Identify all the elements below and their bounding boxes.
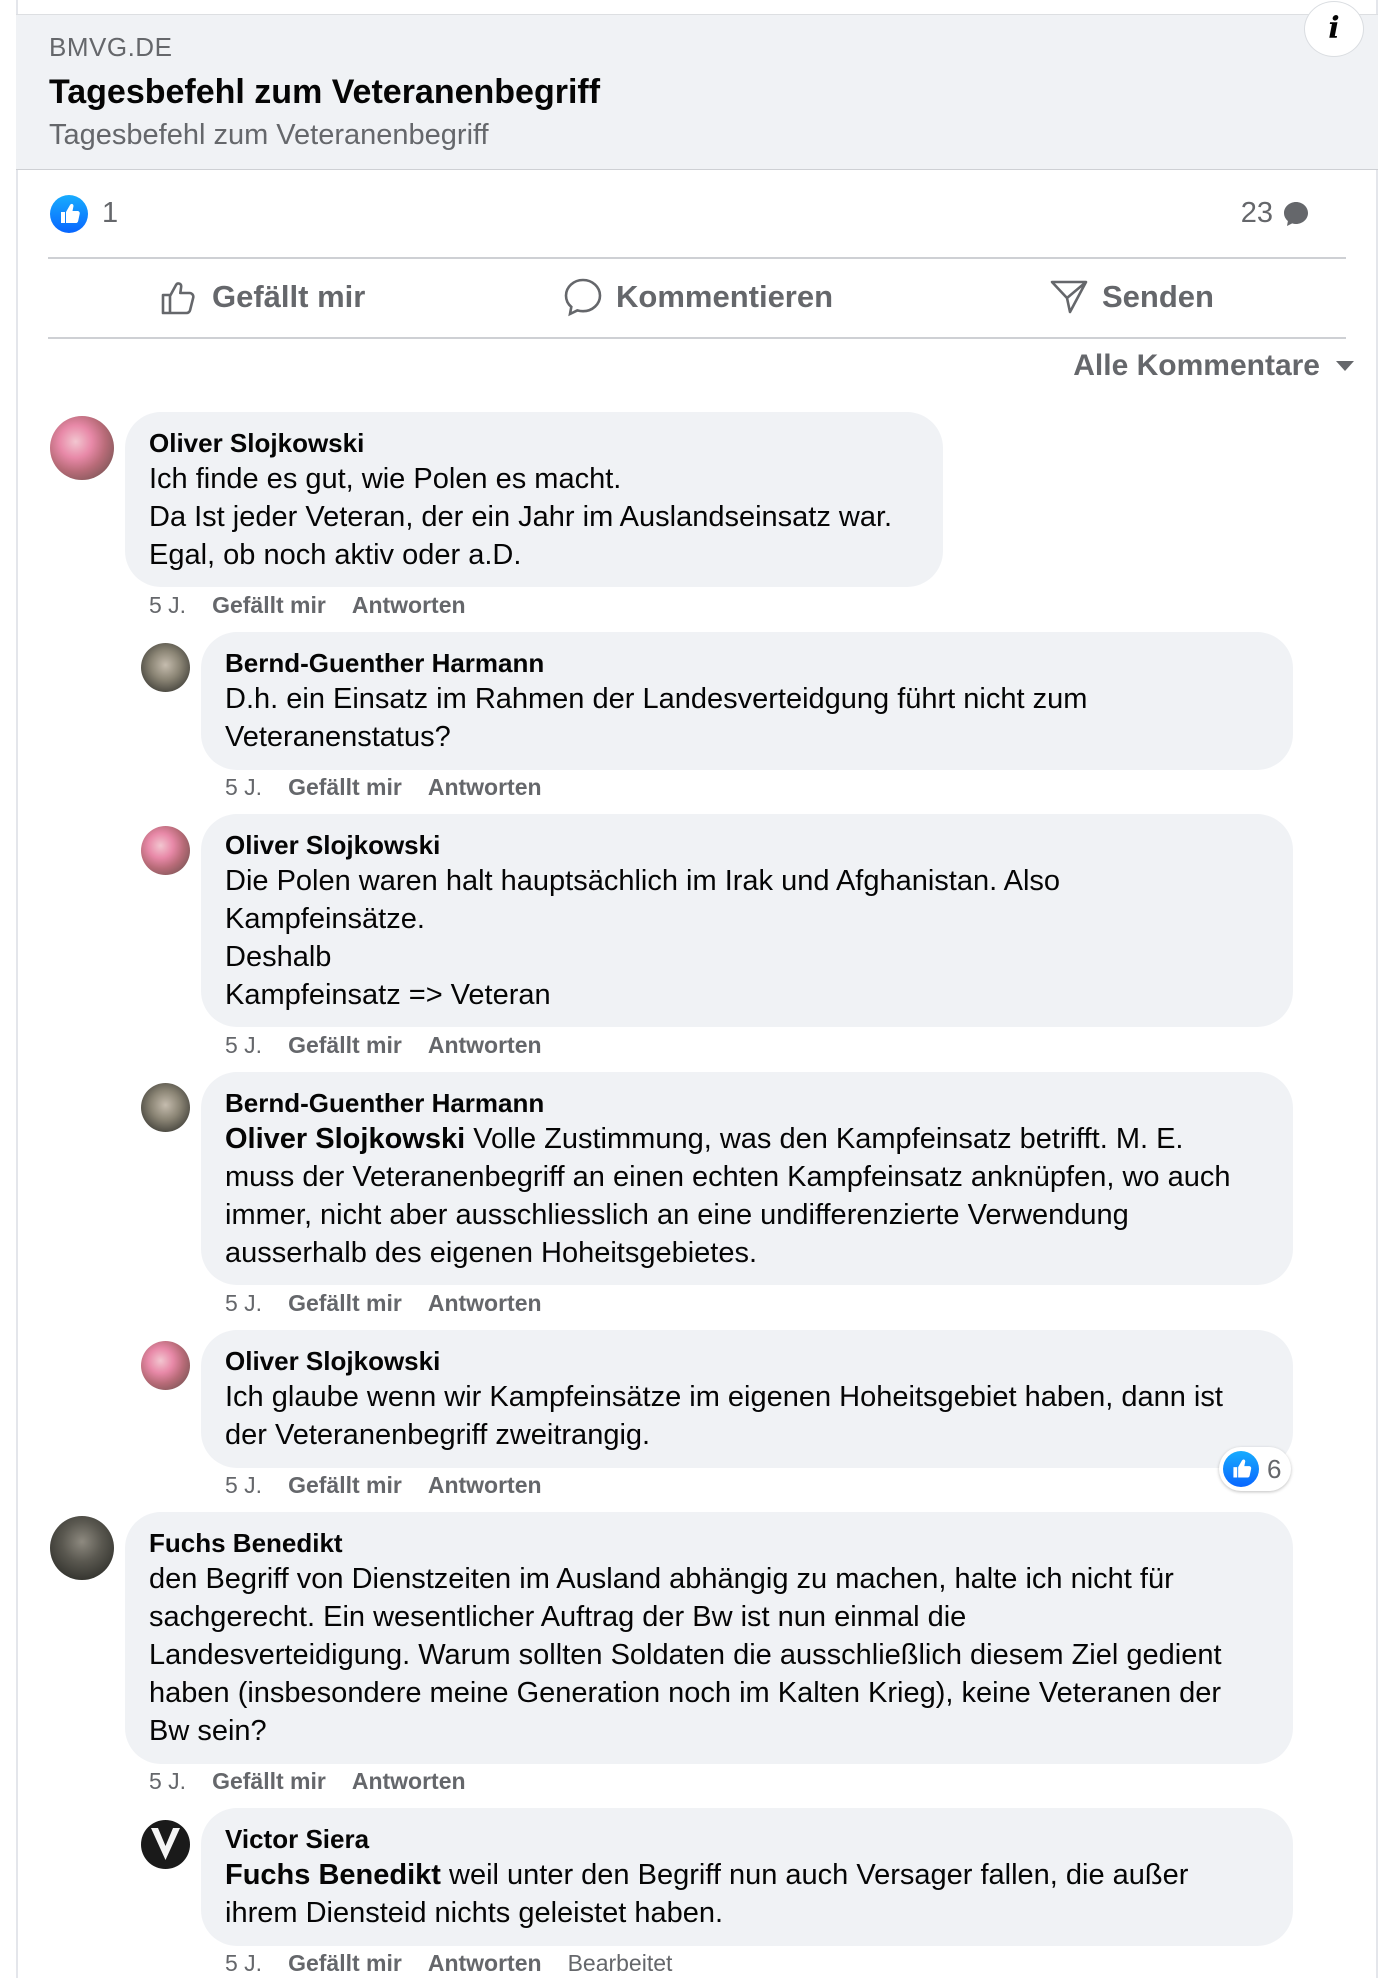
card-border-left (16, 0, 18, 1978)
avatar[interactable] (141, 643, 190, 692)
comment-meta (149, 1768, 466, 1795)
comment-count[interactable]: 23 (1241, 197, 1311, 230)
comment-meta (225, 774, 542, 801)
mention-link[interactable]: Oliver Slojkowski (225, 1123, 466, 1155)
comment-text: Oliver Slojkowski Volle Zustimmung, was den Kampfeinsatz betrifft. M. E. muss der Veteranenbegriff an einen echten Kampfeinsatz anknüpfen, wo auch immer, nicht aber ausschliesslich an eine undifferenzierte Verwendung ausserhalb des eigenen Hoheitsgebietes. (225, 1123, 1231, 1269)
comment-meta (225, 1290, 542, 1317)
comment-like-button[interactable]: Gefällt mir (288, 1472, 402, 1498)
comment-time[interactable]: 5 J. (149, 1768, 187, 1794)
like-button[interactable]: Gefällt mir (158, 272, 365, 322)
avatar[interactable] (50, 416, 114, 480)
comment-bubble (201, 632, 1293, 770)
comment-like-button[interactable]: Gefällt mir (288, 1290, 402, 1316)
comment-bubble (201, 1808, 1293, 1946)
comment-time[interactable]: 5 J. (149, 592, 187, 618)
comment-bubble (201, 814, 1293, 1027)
comment-reaction-count[interactable]: 6 (1219, 1447, 1291, 1491)
send-button[interactable]: Senden (1048, 272, 1214, 322)
comment-like-button[interactable]: Gefällt mir (288, 774, 402, 800)
comment-reply-button[interactable]: Antworten (427, 1032, 542, 1058)
link-preview[interactable] (16, 11, 1378, 170)
thumbs-up-icon (158, 276, 200, 318)
comment-bubble (125, 1512, 1293, 1764)
comment-author[interactable]: Victor Siera (225, 1824, 370, 1854)
comment-button[interactable]: Kommentieren (562, 272, 833, 322)
divider-top (48, 257, 1346, 259)
link-subtitle: Tagesbefehl zum Veteranenbegriff (49, 119, 489, 151)
comment-text: Fuchs Benedikt weil unter den Begriff nun auch Versager fallen, die außer ihrem Diensteid nichts geleistet haben. (225, 1859, 1189, 1929)
divider-bottom (48, 337, 1346, 339)
comment-like-button[interactable]: Gefällt mir (288, 1032, 402, 1058)
comment-bubble-icon (1281, 199, 1311, 229)
comment-like-button[interactable]: Gefällt mir (288, 1950, 402, 1976)
comment-time[interactable]: 5 J. (225, 774, 263, 800)
comment-author[interactable]: Oliver Slojkowski (225, 1346, 441, 1376)
comment-time[interactable]: 5 J. (225, 1032, 263, 1058)
avatar[interactable] (141, 826, 190, 875)
comment-author[interactable]: Bernd-Guenther Harmann (225, 648, 545, 678)
comment-meta (149, 592, 466, 619)
comment-text: Ich glaube wenn wir Kampfeinsätze im eigenen Hoheitsgebiet haben, dann ist der Veteranenbegriff zweitrangig. (225, 1381, 1223, 1451)
link-title[interactable]: Tagesbefehl zum Veteranenbegriff (49, 73, 601, 111)
comment-meta (225, 1950, 672, 1977)
comment-time[interactable]: 5 J. (225, 1290, 263, 1316)
comment-time[interactable]: 5 J. (225, 1950, 263, 1976)
comment-text: Die Polen waren halt hauptsächlich im Irak und Afghanistan. Also Kampfeinsätze. Deshalb Kampfeinsatz => Veteran (225, 865, 1061, 1011)
edited-label[interactable]: Bearbeitet (567, 1950, 673, 1976)
comment-author[interactable]: Oliver Slojkowski (149, 428, 365, 458)
like-count: 1 (102, 197, 119, 229)
comment-meta (225, 1032, 542, 1059)
like-reaction-icon (50, 195, 88, 233)
avatar[interactable] (50, 1516, 114, 1580)
info-icon[interactable]: i (1304, 1, 1364, 57)
comment-reply-button[interactable]: Antworten (351, 1768, 466, 1794)
comment-time[interactable]: 5 J. (225, 1472, 263, 1498)
comment-bubble (201, 1330, 1293, 1468)
comment-sort-dropdown[interactable]: Alle Kommentare (1073, 349, 1356, 383)
comment-author[interactable]: Fuchs Benedikt (149, 1528, 343, 1558)
comment-author[interactable]: Bernd-Guenther Harmann (225, 1088, 545, 1118)
comment-bubble (125, 412, 943, 587)
comment-icon (562, 276, 604, 318)
comment-reply-button[interactable]: Antworten (351, 592, 466, 618)
like-reaction-icon (1223, 1451, 1259, 1487)
comment-reply-button[interactable]: Antworten (427, 1290, 542, 1316)
comment-like-button[interactable]: Gefällt mir (212, 1768, 326, 1794)
comment-text: Ich finde es gut, wie Polen es macht. Da Ist jeder Veteran, der ein Jahr im Auslandseinsatz war. Egal, ob noch aktiv oder a.D. (149, 463, 893, 571)
comment-like-button[interactable]: Gefällt mir (212, 592, 326, 618)
link-domain: BMVG.DE (49, 32, 173, 62)
avatar[interactable] (141, 1341, 190, 1390)
card-border-right (1376, 0, 1378, 1978)
comment-reply-button[interactable]: Antworten (427, 1472, 542, 1498)
comment-meta (225, 1472, 542, 1499)
comment-text: den Begriff von Dienstzeiten im Ausland abhängig zu machen, halte ich nicht für sachgerecht. Ein wesentlicher Auftrag der Bw ist nun einmal die Landesverteidigung. Warum sollten Soldaten die ausschließlich diesem Ziel gedient haben (insbesondere meine Generation noch im Kalten Krieg), keine Veteranen der Bw sein? (149, 1563, 1222, 1747)
send-icon (1048, 276, 1090, 318)
comment-text: D.h. ein Einsatz im Rahmen der Landesverteidgung führt nicht zum Veteranenstatus? (225, 683, 1088, 753)
mention-link[interactable]: Fuchs Benedikt (225, 1859, 441, 1891)
comment-reply-button[interactable]: Antworten (427, 774, 542, 800)
avatar[interactable] (141, 1820, 190, 1869)
comment-bubble (201, 1072, 1293, 1285)
comment-reply-button[interactable]: Antworten (427, 1950, 542, 1976)
caret-down-icon (1334, 359, 1356, 373)
comment-author[interactable]: Oliver Slojkowski (225, 830, 441, 860)
avatar[interactable] (141, 1083, 190, 1132)
